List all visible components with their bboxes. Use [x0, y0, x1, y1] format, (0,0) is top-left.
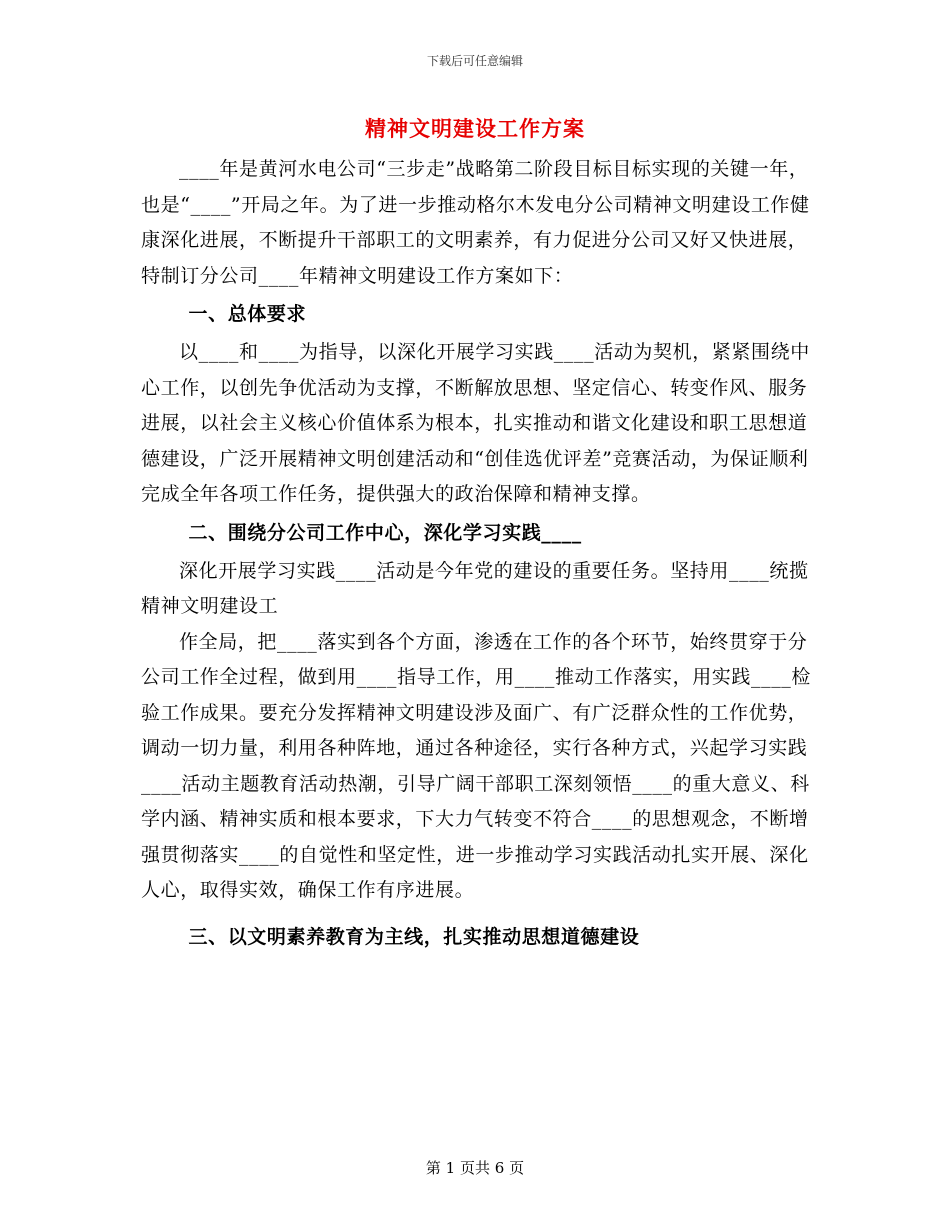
section-2-paragraph-2: 作全局，把____落实到各个方面，渗透在工作的各个环节，始终贯穿于分公司工作全过程，做到用____指导工作，用____推动工作落实，用实践____检验工作成果。要充分发挥精神文明建设涉及面广、有广泛群众性的工作优势，调动一切力量，利用各种阵地，通过各种途径，实行各种方式，兴起学习实践____活动主题教育活动热潮，引导广阔干部职工深刻领悟____的重大意义、科学内涵、精神实质和根本要求，下大力气转变不符合____的思想观念，不断增强贯彻落实____的自觉性和坚定性，进一步推动学习实践活动扎实开展、深化人心，取得实效，确保工作有序进展。 [141, 630, 812, 901]
intro-paragraph: ____年是黄河水电公司“三步走”战略第二阶段目标目标实现的关键一年，也是“____”开局之年。为了进一步推动格尔木发电分公司精神文明建设工作健康深化进展，不断提升干部职工的文明素养，有力促进分公司又好又快进展，特制订分公司____年精神文明建设工作方案如下： [141, 158, 810, 287]
section-1-paragraph-1: 以____和____为指导，以深化开展学习实践____活动为契机，紧紧围绕中心工作，以创先争优活动为支撑，不断解放思想、坚定信心、转变作风、服务进展，以社会主义核心价值体系为根本，扎实推动和谐文化建设和职工思想道德建设，广泛开展精神文明创建活动和“创佳选优评差”竞赛活动，为保证顺利完成全年各项工作任务，提供强大的政治保障和精神支撑。 [141, 341, 810, 505]
page-footer: 第 1 页共 6 页 [425, 1159, 525, 1177]
section-heading-3: 三、以文明素养教育为主线，扎实推动思想道德建设 [188, 925, 640, 948]
document-body [141, 152, 811, 958]
section-heading-1: 一、总体要求 [188, 303, 307, 325]
document-title: 精神文明建设工作方案 [365, 116, 585, 141]
header-note: 下载后可任意编辑 [426, 54, 523, 68]
section-2-paragraph-1: 深化开展学习实践____活动是今年党的建设的重要任务。坚持用____统揽精神文明建设工 [141, 559, 809, 617]
section-heading-2: 二、围绕分公司工作中心，深化学习实践____ [188, 521, 582, 544]
